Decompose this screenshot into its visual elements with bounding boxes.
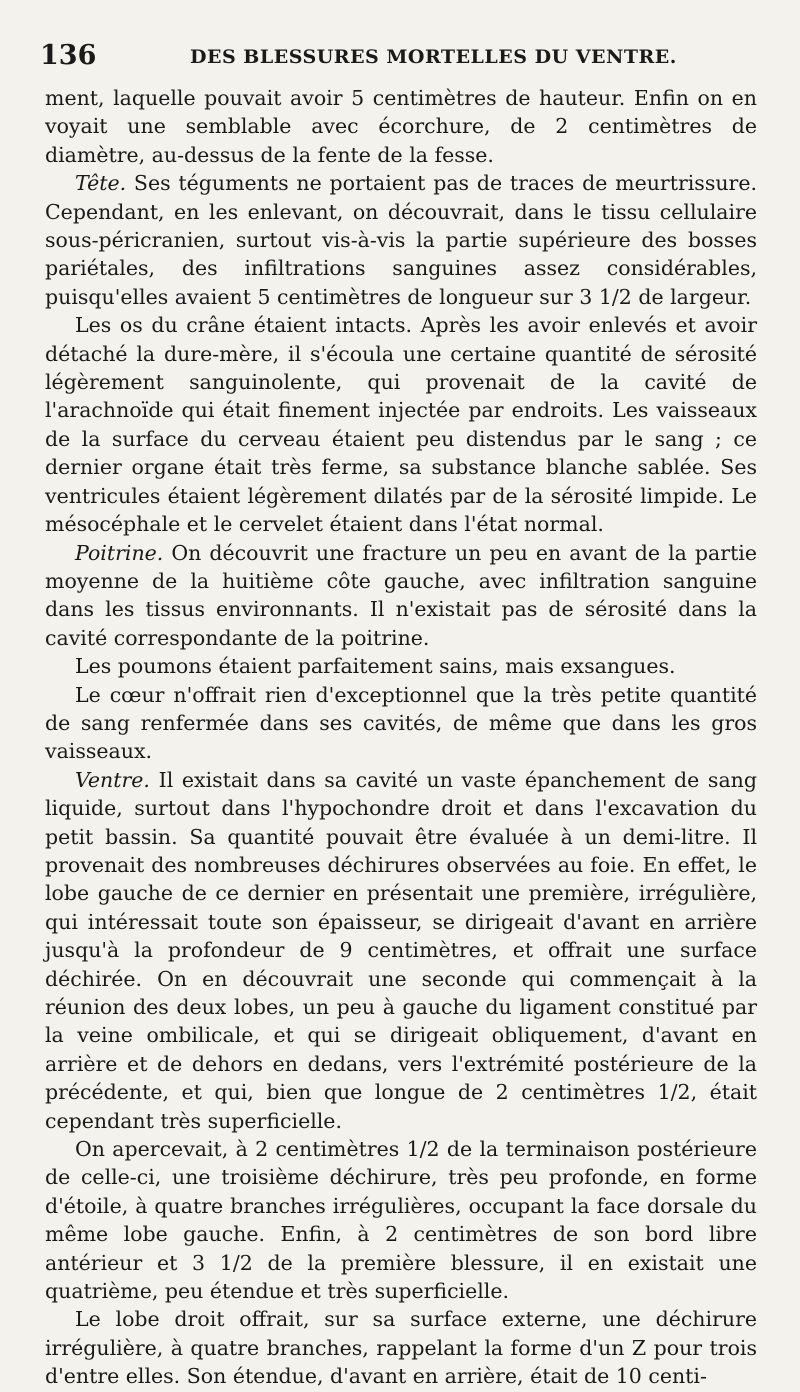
page-header: [40, 40, 760, 80]
paragraph-lobe-droit: Le lobe droit offrait, sur sa surface externe, une déchirure irrégulière, à quatre branches, rappelant la forme d'un Z pour trois d'entre elles. Son étendue, d'avant en arrière, était de 10 centi-: [45, 1307, 757, 1389]
paragraph-coeur: Le cœur n'offrait rien d'exceptionnel que la très petite quantité de sang renfermée dans ses cavités, de même que dans les gros vaisseaux.: [45, 682, 757, 764]
paragraph-troisieme-dechirure: On apercevait, à 2 centimètres 1/2 de la terminaison postérieure de celle-ci, une troisième déchirure, très peu profonde, en forme d'étoile, à quatre branches irrégulières, occupant la face dorsale du même lobe gauche. Enfin, à 2 centimètres de son bord libre antérieur et 3 1/2 de la première blessure, il en existait une quatrième, peu étendue et très superficielle.: [45, 1137, 757, 1304]
running-title: DES BLESSURES MORTELLES DU VENTRE.: [190, 46, 677, 68]
body-text: [45, 84, 757, 1391]
paragraph-poitrine: Poitrine. On découvrit une fracture un peu en avant de la partie moyenne de la huitième côte gauche, avec infiltration sanguine dans les tissus environnants. Il n'existait pas de sérosité dans la cavité correspondante de la poitrine.: [45, 540, 757, 650]
page-number: 136: [40, 40, 97, 71]
section-lead-poitrine: Poitrine.: [75, 540, 164, 565]
paragraph-continuation: ment, laquelle pouvait avoir 5 centimètres de hauteur. Enfin on en voyait une semblable avec écorchure, de 2 centimètres de diamètre, au-dessus de la fente de la fesse.: [45, 86, 757, 167]
paragraph-crane: Les os du crâne étaient intacts. Après les avoir enlevés et avoir détaché la dure-mère, il s'écoula une certaine quantité de sérosité légèrement sanguinolente, qui provenait de la cavité de l'arachnoïde qui était finement injectée par endroits. Les vaisseaux de la surface du cerveau étaient peu distendus par le sang ; ce dernier organe était très ferme, sa substance blanche sablée. Ses ventricules étaient légèrement dilatés par de la sérosité limpide. Le mésocéphale et le cervelet étaient dans l'état normal.: [45, 313, 757, 537]
paragraph-tete: Tête. Ses téguments ne portaient pas de traces de meurtrissure. Cependant, en les enlevant, on découvrait, dans le tissu cellulaire sous-péricranien, surtout vis-à-vis la partie supérieure des bosses pariétales, des infiltrations sanguines assez considérables, puisqu'elles avaient 5 centimètres de longueur sur 3 1/2 de largeur.: [45, 171, 757, 309]
paragraph-poumons: Les poumons étaient parfaitement sains, mais exsangues.: [75, 654, 676, 679]
paragraph-ventre: Ventre. Il existait dans sa cavité un vaste épanchement de sang liquide, surtout dans l'hypochondre droit et dans l'excavation du petit bassin. Sa quantité pouvait être évaluée à un demi-litre. Il provenait des nombreuses déchirures observées au foie. En effet, le lobe gauche de ce dernier en présentait une première, irrégulière, qui intéressait toute son épaisseur, se dirigeait d'avant en arrière jusqu'à la profondeur de 9 centimètres, et offrait une surface déchirée. On en découvrait une seconde qui commençait à la réunion des deux lobes, un peu à gauche du ligament constitué par la veine ombilicale, et qui se dirigeait obliquement, d'avant en arrière et de dehors en dedans, vers l'extrémité postérieure de la précédente, et qui, bien que longue de 2 centimètres 1/2, était cependant très superficielle.: [45, 767, 757, 1133]
section-lead-tete: Tête.: [75, 171, 127, 196]
section-lead-ventre: Ventre.: [75, 767, 150, 792]
